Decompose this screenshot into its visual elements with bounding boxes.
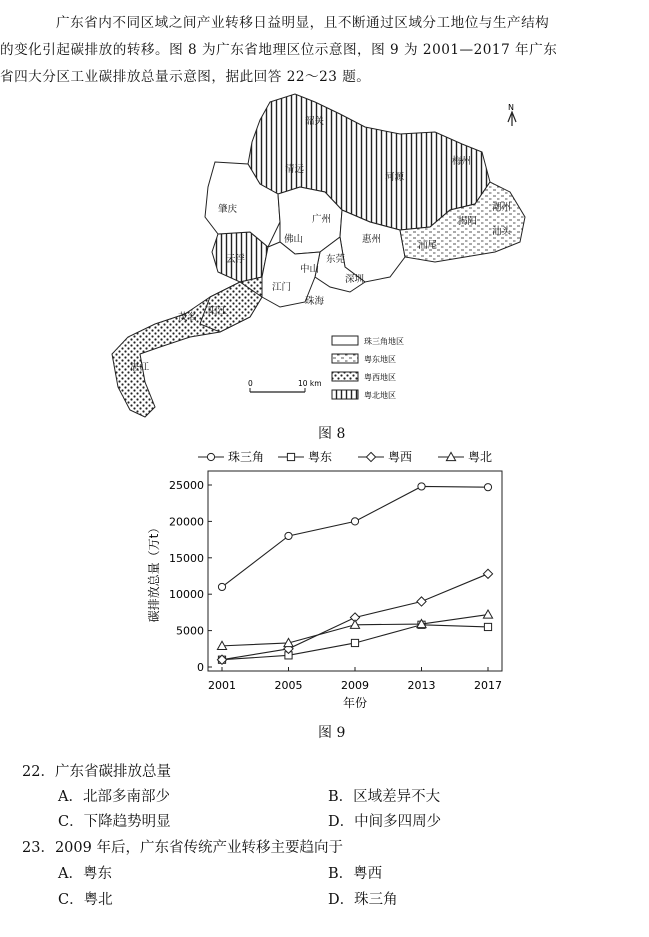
- city-shaoguan: 韶关: [305, 116, 325, 127]
- question-23-stem: 23．2009 年后，广东省传统产业转移主要趋向于: [22, 840, 343, 856]
- data-point-series-1: [351, 518, 358, 525]
- city-qingyuan: 清远: [285, 164, 305, 175]
- city-jieyang: 揭阳: [458, 216, 478, 227]
- x-tick-label: 2017: [474, 679, 502, 692]
- legend-label-yuebei: 粤北地区: [364, 391, 396, 400]
- city-shanwei: 汕尾: [418, 240, 438, 251]
- legend-swatch-yuedong: [332, 354, 358, 363]
- city-yangjiang: 阳江: [208, 306, 228, 317]
- intro-paragraph: [0, 10, 636, 91]
- city-zhuhai: 珠海: [305, 296, 325, 307]
- map-legend: [332, 336, 404, 400]
- city-jiangmen: 江门: [272, 282, 292, 293]
- y-tick-label: 10000: [169, 588, 204, 602]
- question-22-option-d[interactable]: D．中间多四周少: [328, 814, 442, 830]
- question-22-option-b[interactable]: B．区域差异不大: [328, 789, 441, 805]
- y-tick-label: 15000: [169, 551, 204, 565]
- legend-label-prd: 珠三角地区: [364, 337, 404, 346]
- question-22-option-a[interactable]: A．北部多南部少: [58, 789, 170, 805]
- question-23-option-c[interactable]: C．粤北: [58, 892, 113, 908]
- data-point-series-2: [351, 639, 358, 646]
- question-23-option-a[interactable]: A．粤东: [58, 866, 112, 882]
- guangdong-map: [100, 92, 570, 422]
- data-point-series-1: [418, 483, 425, 490]
- data-point-series-4: [483, 610, 492, 618]
- city-foshan: 佛山: [284, 234, 304, 245]
- city-shantou: 汕头: [492, 226, 512, 237]
- carbon-emission-chart: [147, 445, 520, 715]
- data-point-series-3: [417, 597, 426, 606]
- legend-label-3: 粤西: [388, 450, 413, 464]
- x-axis-label: 年份: [342, 696, 368, 710]
- legend-swatch-yuebei: [332, 390, 358, 399]
- north-label: N: [508, 103, 514, 112]
- x-tick-label: 2009: [341, 679, 369, 692]
- north-arrow-icon: [508, 103, 516, 126]
- line-chart: [147, 445, 520, 715]
- x-tick-label: 2001: [208, 679, 236, 692]
- data-point-series-1: [285, 532, 292, 539]
- question-23-option-d[interactable]: D．珠三角: [328, 892, 398, 908]
- y-axis-label: 碳排放总量（万t）: [147, 521, 161, 623]
- x-tick-label: 2005: [274, 679, 303, 692]
- y-tick-label: 5000: [176, 624, 204, 638]
- city-yunfu: 云浮: [226, 254, 246, 265]
- legend-label-4: 粤北: [468, 450, 493, 464]
- data-point-series-1: [218, 583, 225, 590]
- y-tick-label: 20000: [169, 515, 204, 529]
- scale-label-1: 10 km: [298, 379, 322, 388]
- city-chaozhou: 潮州: [492, 202, 512, 213]
- legend-label-2: 粤东: [308, 450, 333, 464]
- data-point-series-2: [484, 623, 491, 630]
- city-heyuan: 河源: [385, 172, 405, 183]
- data-point-series-1: [484, 484, 491, 491]
- city-maoming: 茂名: [178, 312, 198, 323]
- legend-swatch-prd: [332, 336, 358, 345]
- legend-marker-1: [207, 453, 214, 460]
- y-tick-label: 25000: [169, 479, 204, 492]
- legend-marker-2: [287, 453, 294, 460]
- city-shenzhen: 深圳: [345, 274, 365, 285]
- city-huizhou: 惠州: [362, 234, 382, 245]
- guangdong-map-figure: [100, 92, 570, 422]
- city-zhaoqing: 肇庆: [218, 204, 238, 215]
- scale-label-0: 0: [248, 379, 253, 388]
- x-tick-label: 2013: [407, 679, 436, 692]
- data-point-series-3: [483, 569, 492, 578]
- question-23-option-b[interactable]: B．粤西: [328, 866, 383, 882]
- intro-line-2: 的变化引起碳排放的转移。图 8 为广东省地理区位示意图，图 9 为 2001—2017 年广东: [0, 42, 558, 58]
- figure-9-caption: 图 9: [318, 725, 346, 741]
- legend-label-yuedong: 粤东地区: [364, 355, 396, 364]
- figure-8-caption: 图 8: [318, 426, 346, 442]
- city-guangzhou: 广州: [312, 214, 332, 225]
- city-zhanjiang: 湛江: [130, 362, 150, 373]
- scale-bar: [248, 379, 322, 392]
- intro-line-3: 省四大分区工业碳排放总量示意图，据此回答 22～23 题。: [0, 69, 371, 85]
- city-dongguan: 东莞: [326, 254, 346, 265]
- legend-swatch-yuexi: [332, 372, 358, 381]
- question-22-stem: 22．广东省碳排放总量: [22, 764, 171, 780]
- y-tick-label: 0: [197, 661, 204, 674]
- legend-label-1: 珠三角: [228, 450, 265, 464]
- series-line-1: [222, 486, 488, 586]
- city-meizhou: 梅州: [452, 156, 472, 167]
- legend-label-yuexi: 粤西地区: [364, 373, 396, 382]
- question-22-option-c[interactable]: C．下降趋势明显: [58, 814, 171, 830]
- legend-marker-3: [366, 452, 375, 461]
- intro-line-1: 广东省内不同区域之间产业转移日益明显，且不断通过区域分工地位与生产结构: [56, 15, 550, 31]
- city-zhongshan: 中山: [300, 264, 320, 275]
